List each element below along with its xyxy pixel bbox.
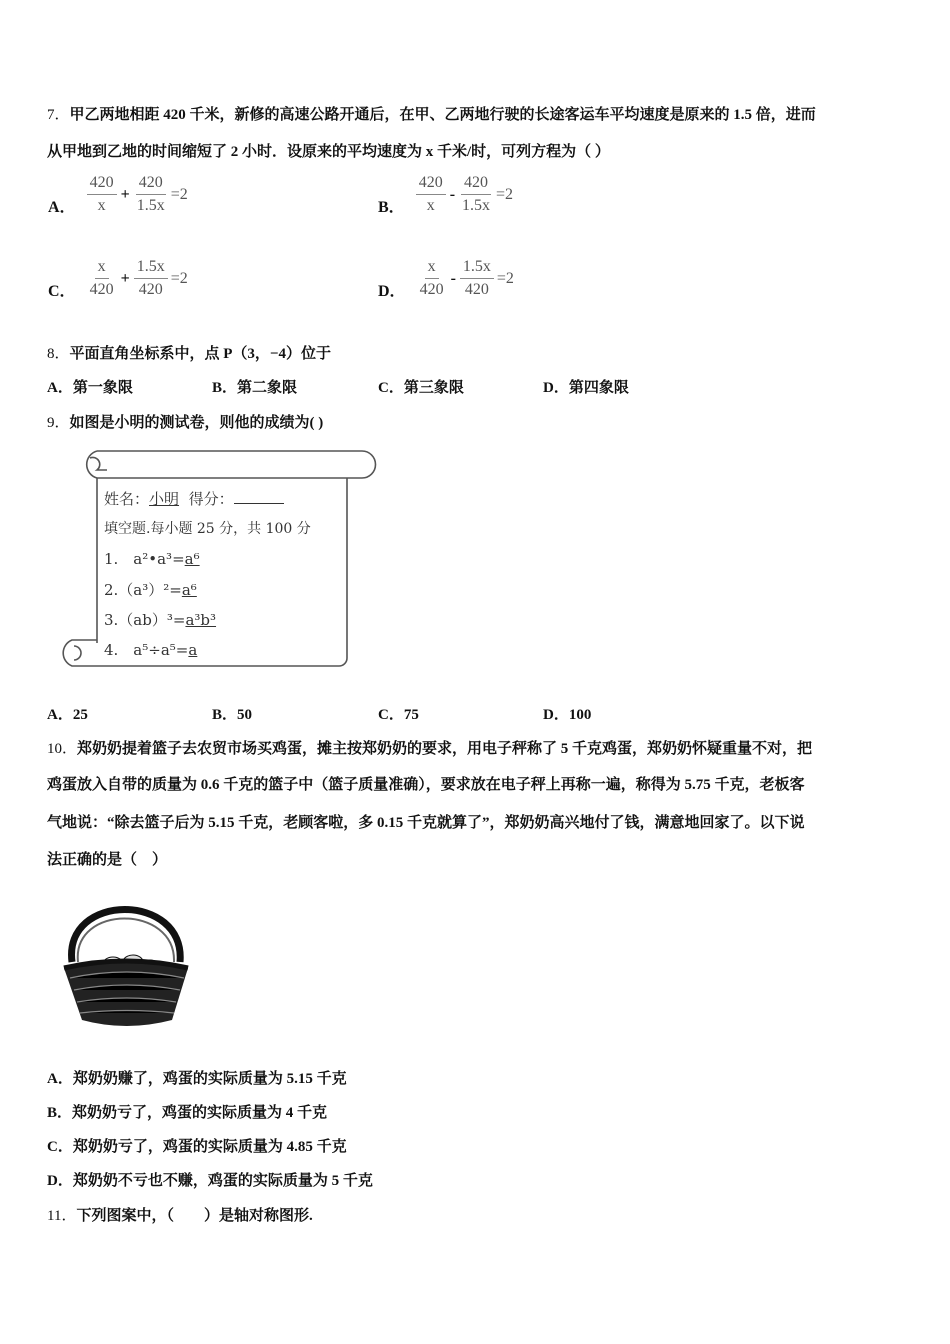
- rhs: =2: [170, 185, 188, 203]
- numerator: 1.5x: [460, 256, 494, 279]
- name-label: 姓名：: [104, 490, 150, 508]
- operator: +: [120, 269, 130, 287]
- q9-stem: [47, 411, 323, 432]
- q7-text: 甲乙两地相距 420 千米，新修的高速公路开通后，在甲、乙两地行驶的长途客运车平均速度是原来的 1.5 倍，进而: [69, 107, 816, 123]
- score-blank: [234, 503, 284, 504]
- q8-text: 平面直角坐标系中，点 P（3，−4）位于: [69, 346, 331, 362]
- q10-line4: 法正确的是（ ）: [47, 852, 168, 868]
- q10-number: 10．: [47, 741, 78, 757]
- rhs: =2: [170, 269, 188, 287]
- denominator: 1.5x: [462, 197, 491, 214]
- q10-option-c[interactable]: C．郑奶奶亏了，鸡蛋的实际质量为 4.85 千克: [47, 1139, 347, 1155]
- q9-text: 如图是小明的测试卷，则他的成绩为( ): [69, 415, 324, 431]
- numerator: 1.5x: [134, 256, 168, 279]
- numerator: x: [95, 256, 109, 279]
- item-expr: 2.（a³）²=: [104, 581, 182, 599]
- item-expr: 3.（ab）³=: [104, 611, 186, 629]
- rhs: =2: [496, 269, 514, 287]
- q10-option-d[interactable]: D．郑奶奶不亏也不赚，鸡蛋的实际质量为 5 千克: [47, 1173, 373, 1189]
- q11-stem: [47, 1204, 313, 1225]
- denominator: 420: [89, 281, 114, 298]
- q9-option-a[interactable]: A．25: [47, 707, 88, 723]
- q8-option-a[interactable]: A．第一象限: [47, 380, 133, 396]
- q8-option-d[interactable]: D．第四象限: [543, 380, 629, 396]
- fraction-1: [87, 172, 117, 217]
- paper-item-3: [104, 609, 216, 630]
- fraction-2: [134, 256, 168, 301]
- item-expr: 1. a²•a³=: [104, 550, 185, 568]
- paper-name-row: [104, 488, 284, 509]
- item-expr: 4. a⁵÷a⁵=: [104, 641, 189, 659]
- q7-option-a[interactable]: [47, 172, 188, 217]
- paper-item-4: [104, 639, 197, 660]
- numerator: 420: [416, 172, 446, 195]
- q10-option-b[interactable]: B．郑奶奶亏了，鸡蛋的实际质量为 4 千克: [47, 1105, 328, 1121]
- student-name: 小明: [149, 490, 180, 508]
- q10-line1: [47, 737, 812, 758]
- option-label: C．: [48, 283, 76, 300]
- paper-item-2: [104, 579, 197, 600]
- q9-option-c[interactable]: C．75: [378, 707, 419, 723]
- denominator: x: [97, 197, 106, 214]
- score-label: 得分：: [188, 490, 234, 508]
- option-label: D．: [378, 283, 406, 300]
- q7-option-c[interactable]: [47, 256, 188, 301]
- q10-line2: 鸡蛋放入自带的质量为 0.6 千克的篮子中（篮子质量准确），要求放在电子秤上再称一遍，称得为 5.75 千克，老板客: [47, 777, 805, 793]
- numerator: 420: [136, 172, 166, 195]
- item-answer: a: [188, 641, 198, 659]
- numerator: 420: [87, 172, 117, 195]
- scroll-outline: [52, 448, 382, 673]
- denominator: 420: [419, 281, 444, 298]
- q7-option-d[interactable]: [377, 256, 514, 301]
- fraction-2: [459, 172, 493, 217]
- q10-line3: 气地说：“除去篮子后为 5.15 千克，老顾客啦，多 0.15 千克就算了”，郑奶奶高兴地付了钱，满意地回家了。以下说: [47, 815, 805, 831]
- q11-number: 11．: [47, 1208, 77, 1224]
- rhs: =2: [496, 185, 514, 203]
- q8-option-c[interactable]: C．第三象限: [378, 380, 464, 396]
- item-answer: a⁶: [181, 581, 197, 599]
- operator: -: [450, 269, 456, 287]
- denominator: 420: [138, 281, 163, 298]
- option-label: A．: [48, 199, 76, 216]
- fraction-1: [416, 172, 446, 217]
- item-answer: a⁶: [184, 550, 200, 568]
- q10-option-a[interactable]: A．郑奶奶赚了，鸡蛋的实际质量为 5.15 千克: [47, 1071, 347, 1087]
- q9-number: 9．: [47, 415, 70, 431]
- operator: +: [120, 185, 130, 203]
- q9-option-d[interactable]: D．100: [543, 707, 592, 723]
- fraction-1: [417, 256, 447, 301]
- egg-basket-image: [58, 882, 193, 1032]
- fraction-2: [134, 172, 168, 217]
- operator: -: [449, 185, 456, 203]
- q8-stem: [47, 342, 331, 363]
- fraction-1: [87, 256, 117, 301]
- test-paper-scroll-image: [52, 448, 382, 673]
- q8-option-b[interactable]: B．第二象限: [212, 380, 298, 396]
- q11-text: 下列图案中，（ ）是轴对称图形.: [76, 1208, 313, 1224]
- q7-number: 7．: [47, 107, 70, 123]
- option-label: B．: [378, 199, 405, 216]
- q9-option-b[interactable]: B．50: [212, 707, 253, 723]
- denominator: x: [426, 197, 435, 214]
- q7-line1: [47, 103, 816, 124]
- paper-item-1: [104, 548, 200, 569]
- paper-instructions: 填空题.每小题 25 分，共 100 分: [104, 521, 311, 537]
- q8-number: 8．: [47, 346, 70, 362]
- q7-option-b[interactable]: [377, 172, 513, 217]
- item-answer: a³b³: [185, 611, 217, 629]
- fraction-2: [460, 256, 494, 301]
- denominator: 1.5x: [136, 197, 165, 214]
- denominator: 420: [464, 281, 489, 298]
- numerator: 420: [461, 172, 491, 195]
- numerator: x: [425, 256, 439, 279]
- q7-line2: 从甲地到乙地的时间缩短了 2 小时．设原来的平均速度为 x 千米/时，可列方程为（ ）: [47, 144, 610, 160]
- q10-text: 郑奶奶提着篮子去农贸市场买鸡蛋，摊主按郑奶奶的要求，用电子秤称了 5 千克鸡蛋，郑奶奶怀疑重量不对，把: [77, 741, 813, 757]
